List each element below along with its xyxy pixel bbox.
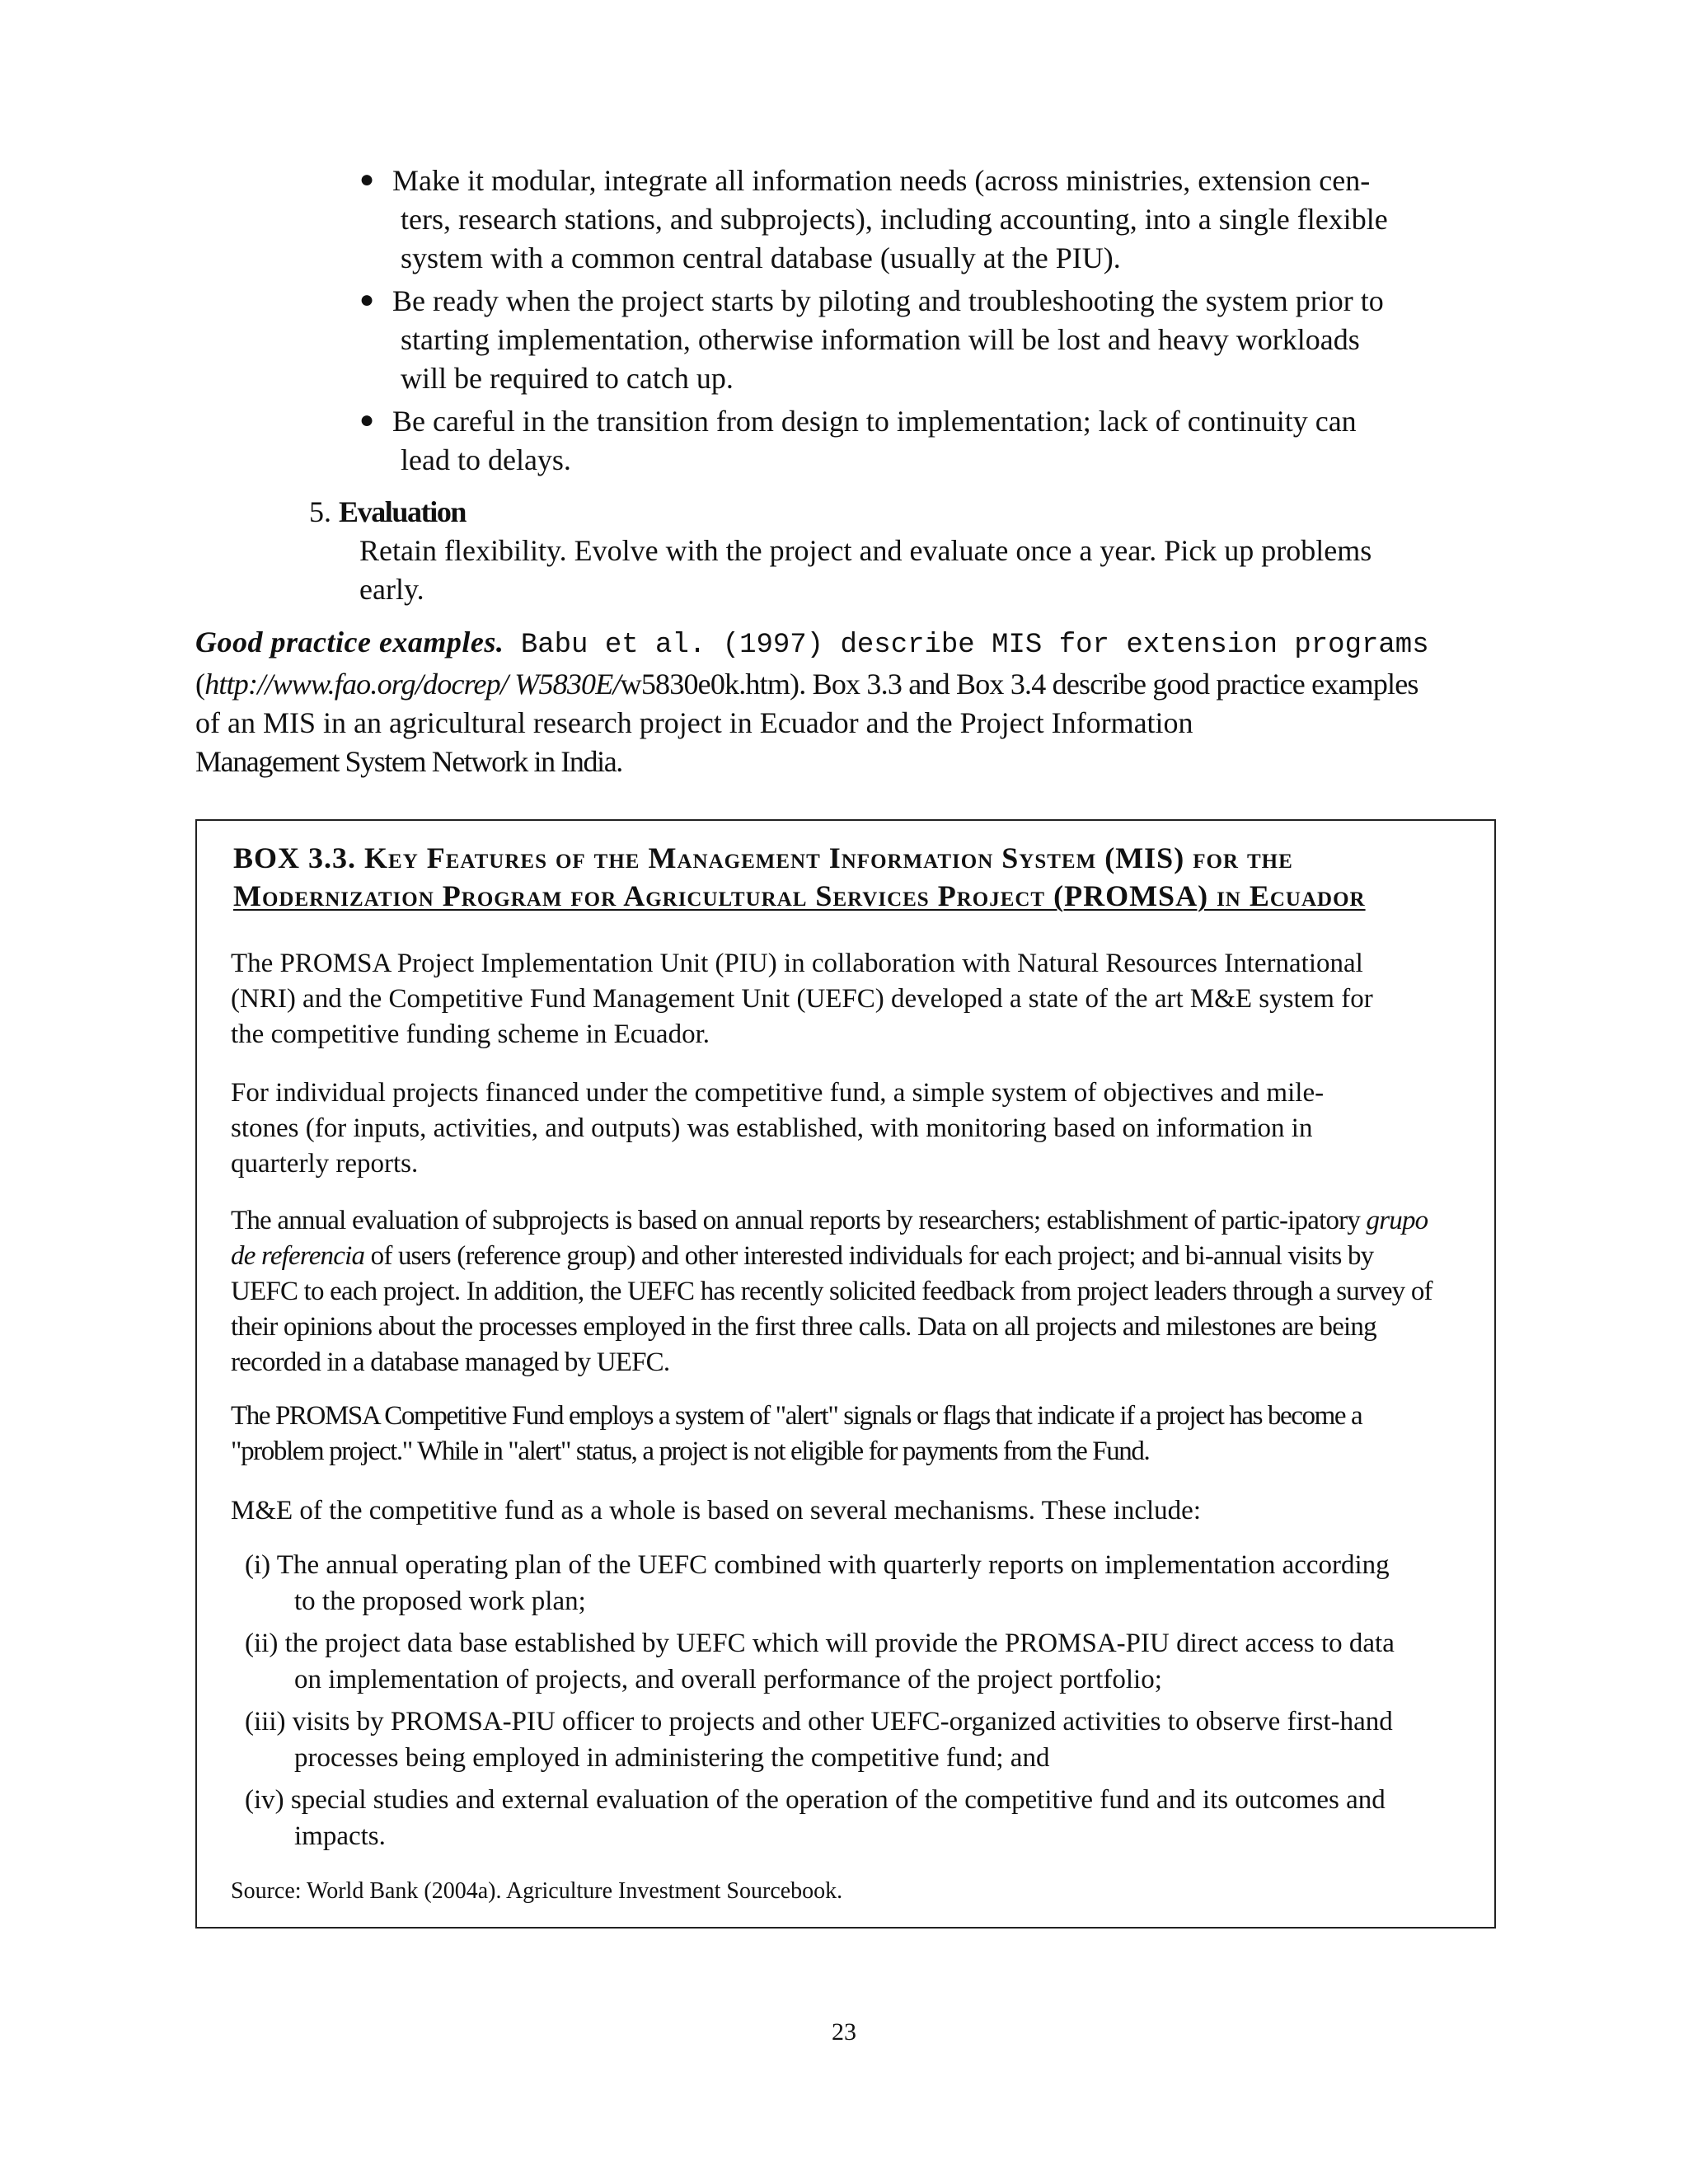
evaluation-body: Retain flexibility. Evolve with the project and evaluate once a year. Pick up problems early. (359, 534, 1372, 606)
box-title (233, 839, 1470, 915)
box-paragraph-3-a: The annual evaluation of subprojects is based on annual reports by researchers; establishment of partic-ipatory (231, 1206, 1367, 1235)
evaluation-number: 5. (309, 495, 331, 528)
bullet-dot-icon: ● (359, 166, 375, 193)
box-paragraph-1: The PROMSA Project Implementation Unit (PIU) in collaboration with Natural Resources International (NRI) and the Competitive Fund Management Unit (UEFC) developed a state of the art M&E system for the competitive funding scheme in Ecuador. (231, 949, 1373, 1049)
bullet-item (359, 282, 1406, 398)
box-title-line2: Modernization Program for Agricultural Services Project (PROMSA) in Ecuador (233, 879, 1366, 912)
page-number: 23 (832, 2018, 856, 2046)
box-title-line1: BOX 3.3. Key Features of the Management Information System (MIS) for the (233, 841, 1293, 874)
list-item: (iii) visits by PROMSA-PIU officer to projects and other UEFC-organized activities to observe first-hand processes being employed in administering the competitive fund; and (245, 1707, 1393, 1773)
good-practice-line3: of an MIS in an agricultural research project in Ecuador and the Project Information (195, 706, 1193, 739)
box-paragraph-3 (231, 1203, 1442, 1380)
list-item: (ii) the project data base established by UEFC which will provide the PROMSA-PIU direct access to data on implementation of projects, and overall performance of the project portfolio; (245, 1629, 1395, 1694)
box-paragraph-3-b: of users (reference group) and other interested individuals for each project; and bi-annual visits by UEFC to each project. In addition, the UEFC has recently solicited feedback from project leaders through a survey of their opinions about the processes employed in the first three calls. Data on all projects and milestones are being recorded in a database managed by UEFC. (231, 1241, 1432, 1377)
url-rest: w5830e0k.htm). Box 3.3 and Box 3.4 describe good practice examples (620, 668, 1418, 701)
bullet-dot-icon: ● (359, 406, 375, 434)
box-mechanism-list (245, 1547, 1415, 1860)
bullet-text-continued: ters, research stations, and subprojects), including accounting, into a single flexible system with a common central database (usually at the PIU). (401, 203, 1388, 274)
box-source: Source: World Bank (2004a). Agriculture Investment Sourcebook. (231, 1878, 843, 1904)
evaluation-section (309, 493, 1405, 609)
box-paragraph-4: The PROMSA Competitive Fund employs a system of "alert" signals or flags that indicate if a project has become a "problem project." While in "alert" status, a project is not eligible for payments from the Fund. (231, 1401, 1362, 1466)
bullet-text: Be careful in the transition from design to implementation; lack of continuity can (392, 405, 1357, 438)
box-paragraph-5: M&E of the competitive fund as a whole is based on several mechanisms. These include: (231, 1496, 1201, 1526)
good-practice-lead: Good practice examples. (195, 626, 504, 658)
bullet-text-continued: lead to delays. (401, 443, 571, 476)
bullet-text: Make it modular, integrate all information needs (across ministries, extension cen- (392, 164, 1371, 197)
fao-url[interactable]: http://www.fao.org/docrep/ W5830E/ (204, 668, 621, 701)
bullet-text-continued: starting implementation, otherwise information will be lost and heavy workloads will be required to catch up. (401, 323, 1360, 395)
evaluation-heading: Evaluation (339, 495, 467, 528)
list-item: (i) The annual operating plan of the UEFC combined with quarterly reports on implementation according to the proposed work plan; (245, 1550, 1390, 1616)
box-paragraph-3-italic: grupo de referencia (231, 1206, 1428, 1271)
good-practice-paragraph (195, 623, 1514, 781)
bullet-item (359, 162, 1406, 278)
bullet-text: Be ready when the project starts by piloting and troubleshooting the system prior to (392, 284, 1384, 317)
bullet-dot-icon: ● (359, 286, 375, 313)
good-practice-line4: Management System Network in India. (195, 745, 622, 778)
list-item: (iv) special studies and external evaluation of the operation of the competitive fund and its outcomes and impacts. (245, 1785, 1386, 1851)
bullet-item (359, 402, 1406, 480)
box-paragraph-2: For individual projects financed under the competitive fund, a simple system of objectives and mile-stones (for inputs, activities, and outputs) was established, with monitoring based on information in quarterly reports. (231, 1078, 1325, 1179)
good-practice-lead-rest: Babu et al. (1997) describe MIS for extension programs (504, 630, 1429, 661)
paren-open: ( (195, 668, 205, 701)
bullet-list (359, 162, 1406, 484)
